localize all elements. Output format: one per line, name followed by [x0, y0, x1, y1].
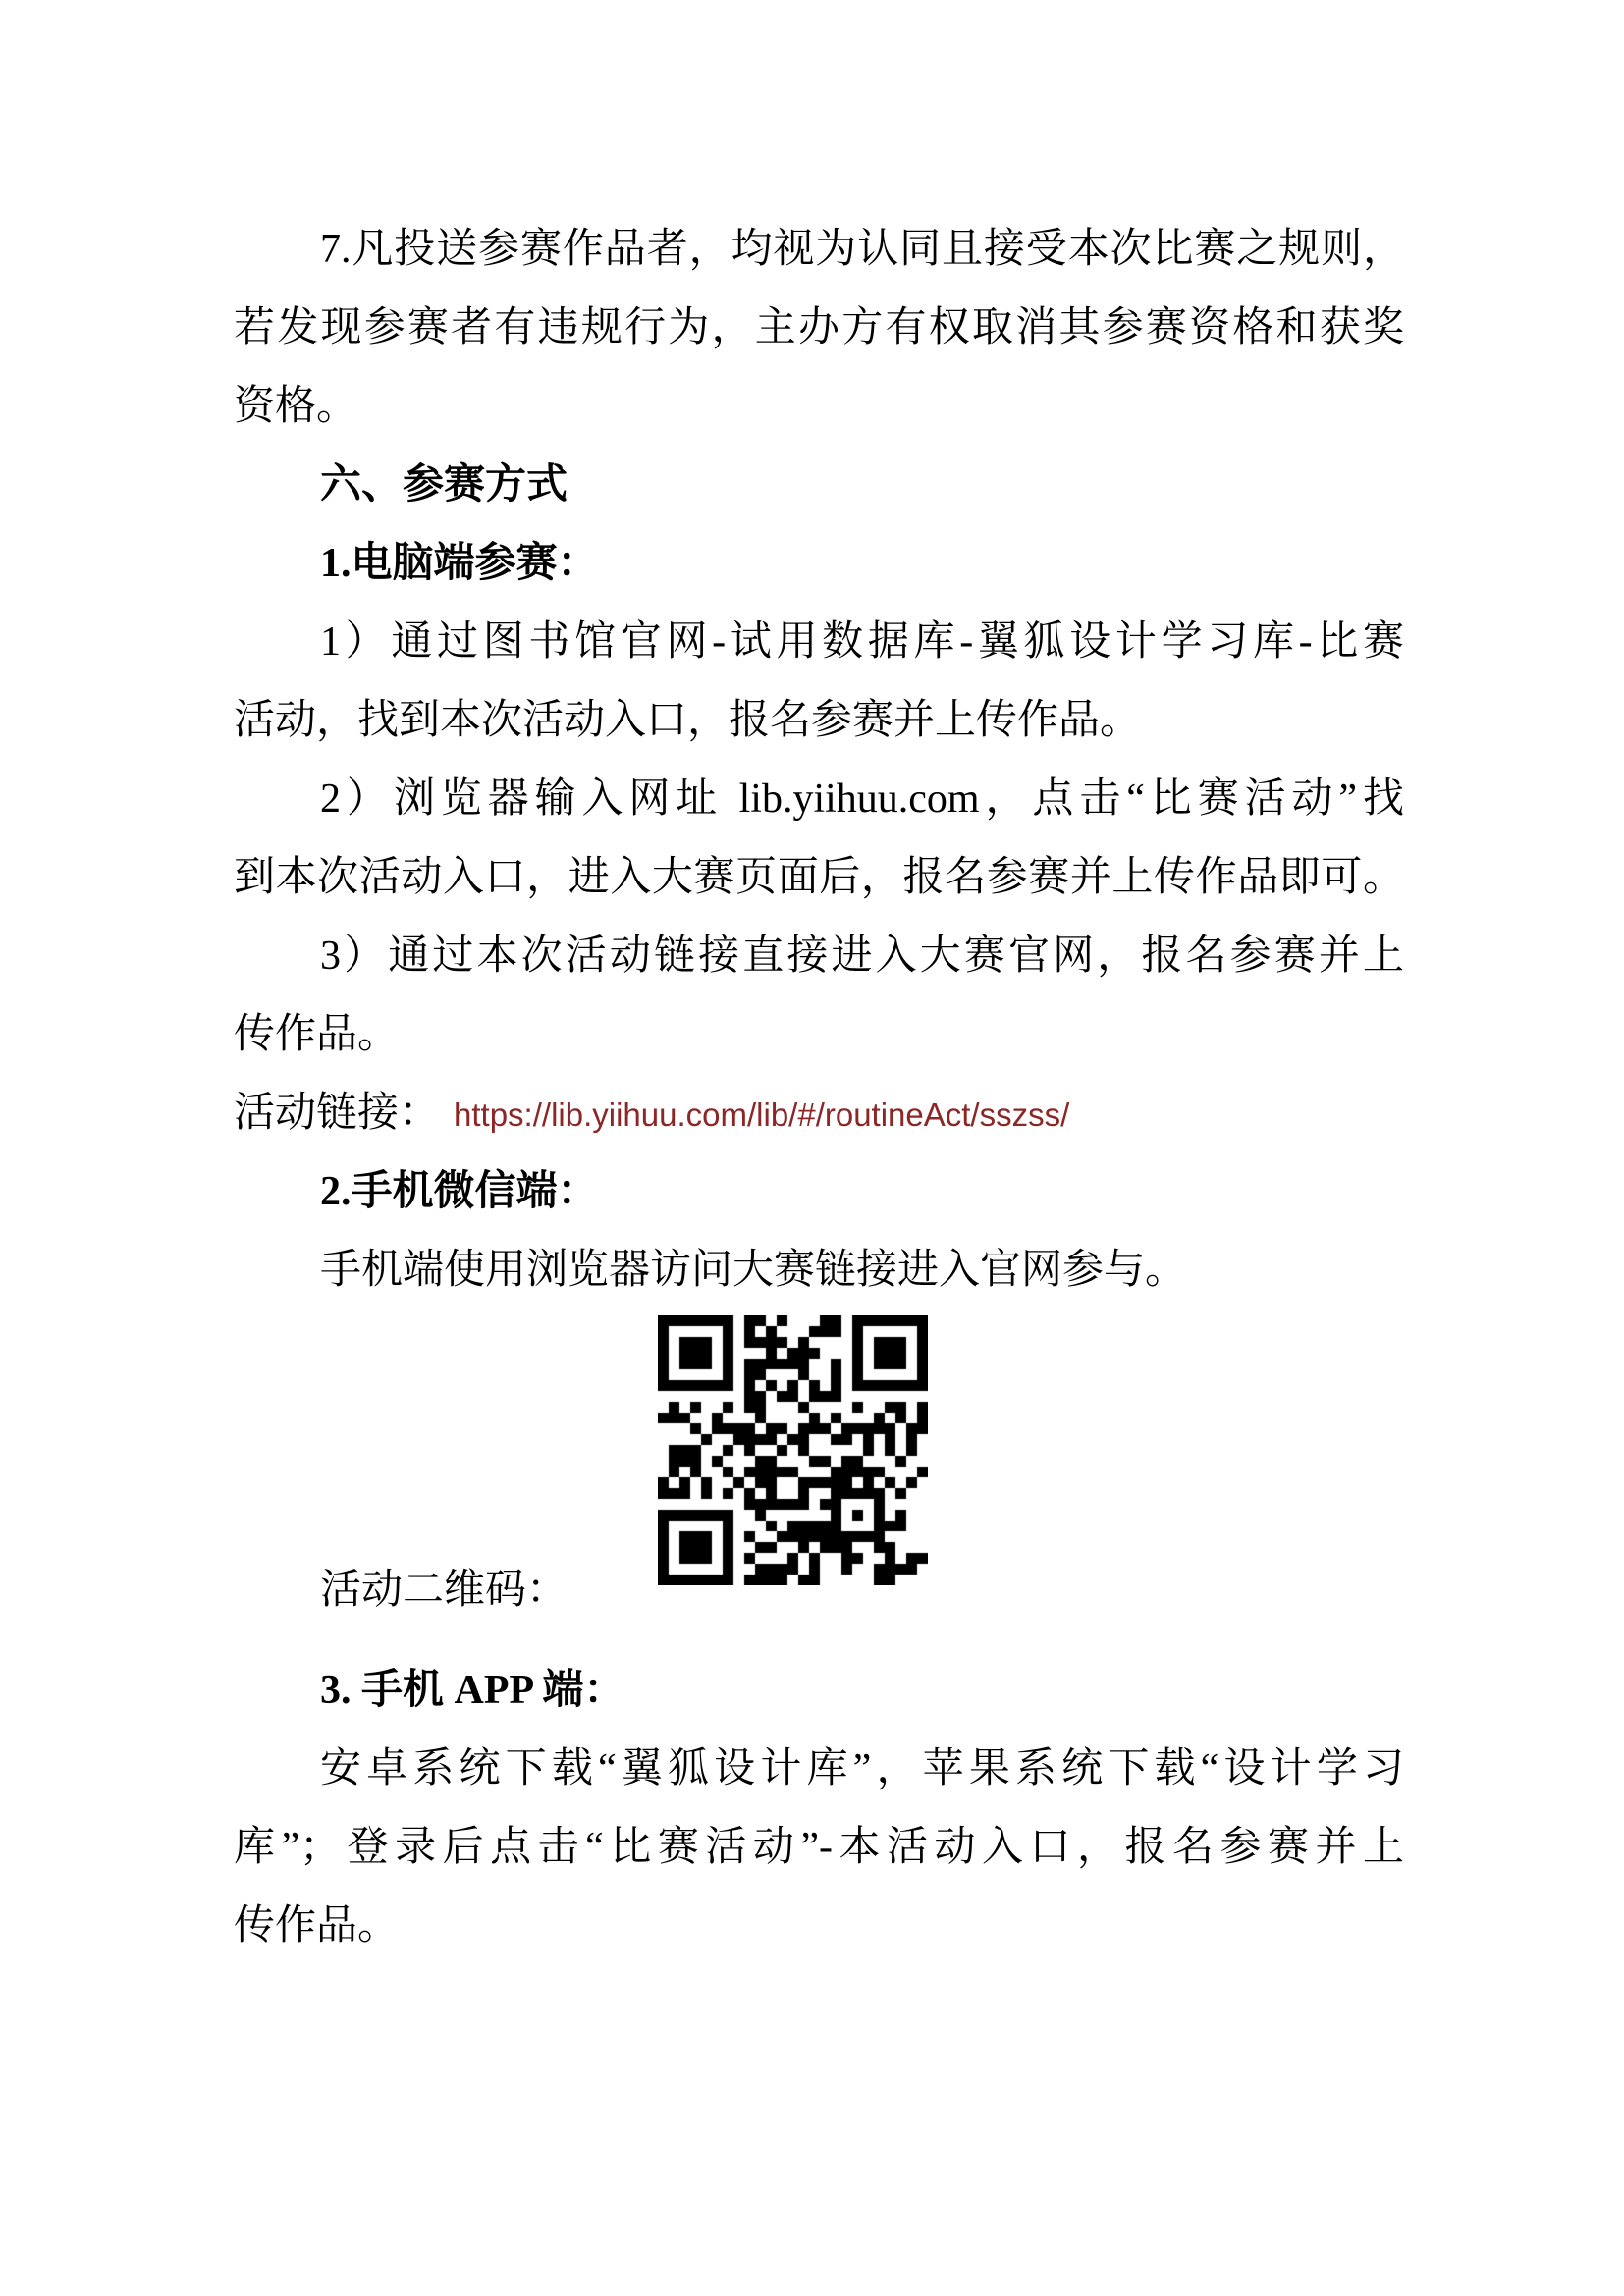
paragraph-line: 手机端使用浏览器访问大赛链接进入官网参与。 [320, 1248, 1187, 1293]
activity-link-label: 活动链接： [234, 1091, 441, 1136]
paragraph-line: 若发现参赛者有违规行为，主办方有权取消其参赛资格和获奖 [234, 305, 1404, 350]
paragraph-line: 库”；登录后点击“比赛活动”-本活动入口，报名参赛并上 [234, 1825, 1404, 1870]
paragraph-line: 1）通过图书馆官网-试用数据库-翼狐设计学习库-比赛 [320, 619, 1404, 665]
document-body [234, 210, 1404, 1965]
section-heading: 1.电脑端参赛： [320, 541, 599, 586]
paragraph-line: 资格。 [234, 384, 358, 429]
qr-code-row [234, 1309, 1404, 1614]
paragraph-line: 活动，找到本次活动入口，报名参赛并上传作品。 [234, 698, 1142, 743]
paragraph-line: 安卓系统下载“翼狐设计库”，苹果系统下载“设计学习 [320, 1746, 1404, 1791]
activity-link-url[interactable]: https://lib.yiihuu.com/lib/#/routineAct/sszss/ [454, 1096, 1070, 1133]
activity-link-line [234, 1074, 1404, 1152]
section-heading: 2.手机微信端： [320, 1169, 599, 1214]
paragraph-line: 到本次活动入口，进入大赛页面后，报名参赛并上传作品即可。 [234, 855, 1404, 900]
paragraph-line: 2）浏览器输入网址 lib.yiihuu.com，点击“比赛活动”找 [320, 776, 1404, 822]
paragraph-line: 7.凡投送参赛作品者，均视为认同且接受本次比赛之规则， [320, 227, 1404, 272]
qr-code-label: 活动二维码： [320, 1568, 568, 1613]
qr-code-image [658, 1315, 928, 1585]
section-heading: 3. 手机 APP 端： [320, 1668, 625, 1713]
paragraph-line: 传作品。 [234, 1903, 400, 1949]
paragraph-line: 传作品。 [234, 1012, 400, 1057]
section-heading: 六、参赛方式 [320, 462, 568, 507]
paragraph-line: 3）通过本次活动链接直接进入大赛官网，报名参赛并上 [320, 934, 1404, 979]
